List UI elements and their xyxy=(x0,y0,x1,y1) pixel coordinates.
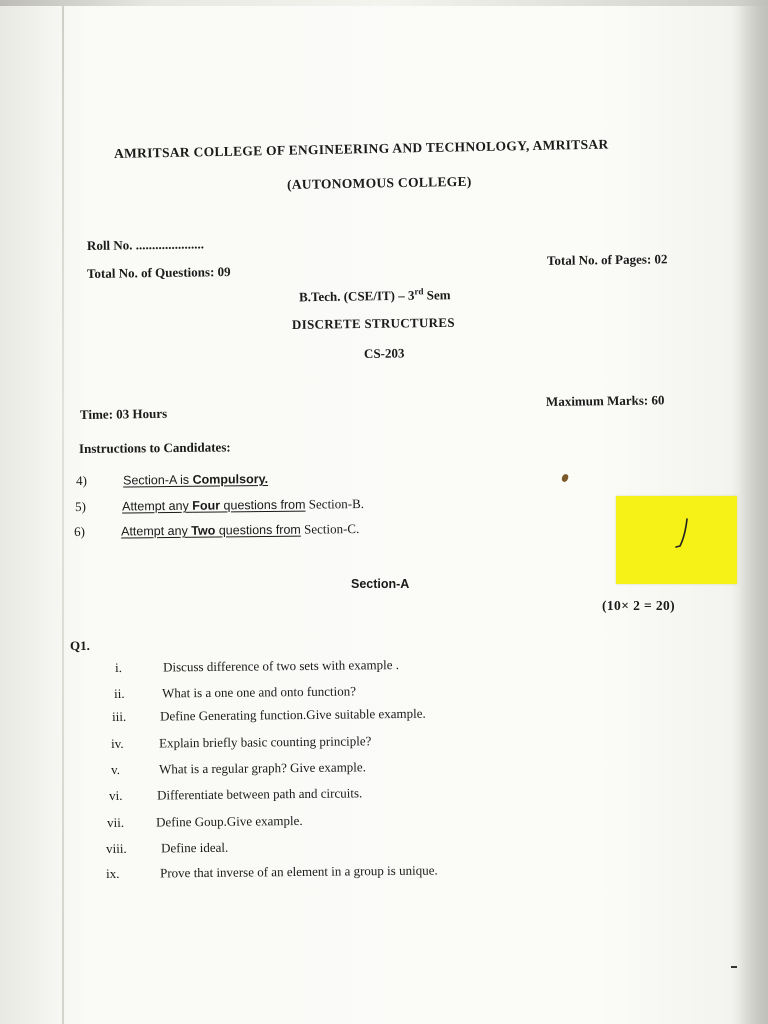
sub-question-text: Discuss difference of two sets with example . xyxy=(162,657,400,675)
instruction-suffix: questions from xyxy=(215,522,301,538)
total-pages: Total No. of Pages: 02 xyxy=(546,251,668,268)
sub-question-number: vi. xyxy=(109,787,123,803)
instruction-emphasis: Compulsory. xyxy=(192,471,269,487)
instructions-heading: Instructions to Candidates: xyxy=(78,439,231,456)
course-code: CS-203 xyxy=(363,345,405,361)
instruction-tail: Section-C. xyxy=(300,521,360,537)
college-name: AMRITSAR COLLEGE OF ENGINEERING AND TECHNOLOGY, AMRITSAR xyxy=(113,136,609,161)
sub-question-text: Prove that inverse of an element in a group is unique. xyxy=(159,862,438,881)
instruction-text xyxy=(123,471,268,489)
sub-question-number: vii. xyxy=(107,814,125,830)
program-tail: Sem xyxy=(423,287,451,303)
sub-question-text: Define Goup.Give example. xyxy=(155,812,303,830)
sub-question-text: Differentiate between path and circuits. xyxy=(156,785,363,803)
sub-question-number: iii. xyxy=(112,708,127,724)
instruction-text xyxy=(122,496,364,515)
instruction-prefix: Attempt any xyxy=(121,523,192,539)
program-line xyxy=(299,286,451,305)
total-questions: Total No. of Questions: 09 xyxy=(86,263,231,281)
program-text: B.Tech. (CSE/IT) – 3 xyxy=(298,287,415,305)
sticky-note xyxy=(616,496,737,584)
instruction-suffix: questions from xyxy=(219,497,306,513)
instruction-tail: Section-B. xyxy=(305,495,365,512)
instruction-text xyxy=(121,521,359,539)
maximum-marks: Maximum Marks: 60 xyxy=(545,392,665,409)
section-a-title: Section-A xyxy=(351,577,410,591)
subject-title: DISCRETE STRUCTURES xyxy=(291,314,455,332)
right-edge-shadow xyxy=(738,0,768,1024)
instruction-number: 6) xyxy=(74,523,86,539)
instruction-number: 5) xyxy=(75,498,87,514)
sub-question-number: ii. xyxy=(114,685,125,701)
ink-spot xyxy=(561,473,569,483)
pen-stroke-mark xyxy=(674,516,692,552)
program-superscript: rd xyxy=(414,286,424,297)
question-label: Q1. xyxy=(70,638,90,653)
instruction-prefix: Section-A is xyxy=(123,472,193,488)
sub-question-number: viii. xyxy=(106,840,127,856)
sub-question-text: Define Generating function.Give suitable example. xyxy=(159,705,426,724)
sub-question-text: What is a regular graph? Give example. xyxy=(158,759,366,777)
top-edge-shadow xyxy=(0,0,768,6)
instruction-prefix: Attempt any xyxy=(122,498,193,514)
sub-question-number: iv. xyxy=(111,735,124,751)
roll-number-field: Roll No. ..................... xyxy=(86,236,205,253)
instruction-emphasis: Two xyxy=(191,523,216,538)
instruction-number: 4) xyxy=(76,472,88,488)
college-status: (AUTONOMOUS COLLEGE) xyxy=(286,173,472,192)
sub-question-number: v. xyxy=(111,761,121,777)
exam-time: Time: 03 Hours xyxy=(79,405,168,422)
stray-mark xyxy=(731,966,737,968)
sub-question-text: Define ideal. xyxy=(160,839,229,856)
sub-question-text: What is a one one and onto function? xyxy=(161,683,357,701)
section-a-marks: (10× 2 = 20) xyxy=(602,598,676,613)
sub-question-number: ix. xyxy=(106,865,120,881)
instruction-emphasis: Four xyxy=(192,498,221,513)
sub-question-text: Explain briefly basic counting principle? xyxy=(158,733,372,751)
sub-question-number: i. xyxy=(115,659,123,675)
binding-crease xyxy=(62,0,64,1024)
